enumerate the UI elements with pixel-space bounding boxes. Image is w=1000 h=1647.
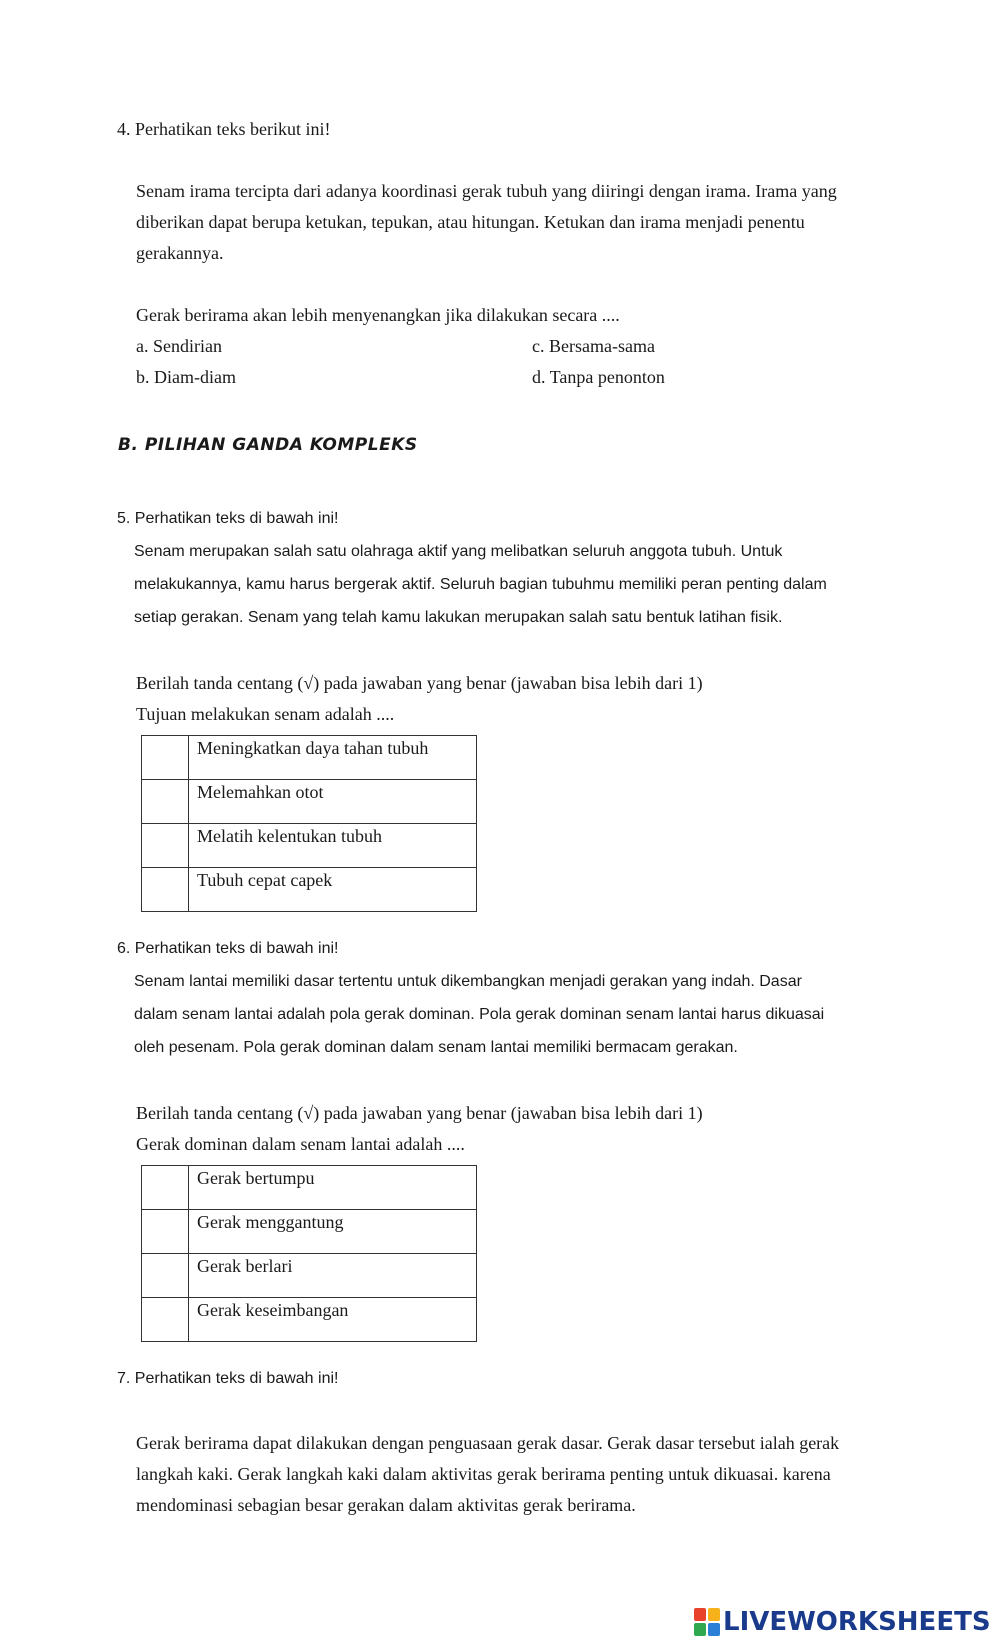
q5-option-1: Meningkatkan daya tahan tubuh [189,736,477,780]
q5-option-row[interactable] [142,780,477,824]
q5-option-3: Melatih kelentukan tubuh [189,824,477,868]
q6-option-1: Gerak bertumpu [189,1166,477,1210]
q5-option-row[interactable] [142,824,477,868]
q4-option-d[interactable]: d. Tanpa penonton [532,367,665,387]
q4-passage-line-2: diberikan dapat berupa ketukan, tepukan, atau hitungan. Ketukan dan irama menjadi penentu [136,212,805,232]
q7-passage-line-3: mendominasi sebagian besar gerakan dalam aktivitas gerak berirama. [136,1495,636,1515]
q5-checkbox-4[interactable] [142,868,189,912]
q4-passage-line-1: Senam irama tercipta dari adanya koordinasi gerak tubuh yang diiringi dengan irama. Irama yang [136,181,837,201]
q6-checkbox-1[interactable] [142,1166,189,1210]
logo-square-3 [694,1623,706,1636]
q5-checkbox-2[interactable] [142,780,189,824]
q6-option-row[interactable] [142,1254,477,1298]
logo-square-1 [694,1608,706,1621]
liveworksheets-logo[interactable] [694,1606,991,1638]
q6-option-row[interactable] [142,1298,477,1342]
q5-passage-line-1: Senam merupakan salah satu olahraga aktif yang melibatkan seluruh anggota tubuh. Untuk [134,543,783,560]
q5-question: Tujuan melakukan senam adalah .... [136,704,395,724]
q5-option-row[interactable] [142,736,477,780]
logo-square-4 [708,1623,720,1636]
liveworksheets-logo-icon [694,1608,720,1636]
q4-passage-line-3: gerakannya. [136,243,224,263]
q5-checkbox-1[interactable] [142,736,189,780]
q4-option-c[interactable]: c. Bersama-sama [532,336,655,356]
q5-passage-line-2: melakukannya, kamu harus bergerak aktif. Seluruh bagian tubuhmu memiliki peran penting dalam [134,576,827,593]
q6-checkbox-3[interactable] [142,1254,189,1298]
q4-option-b[interactable]: b. Diam-diam [136,367,236,387]
q6-passage-line-1: Senam lantai memiliki dasar tertentu untuk dikembangkan menjadi gerakan yang indah. Dasar [134,973,802,990]
q4-option-a[interactable]: a. Sendirian [136,336,222,356]
logo-square-2 [708,1608,720,1621]
q4-title: 4. Perhatikan teks berikut ini! [117,119,331,139]
q5-checkbox-table [141,735,477,912]
q6-passage-line-3: oleh pesenam. Pola gerak dominan dalam senam lantai memiliki bermacam gerakan. [134,1039,738,1056]
q5-passage-line-3: setiap gerakan. Senam yang telah kamu lakukan merupakan salah satu bentuk latihan fisik. [134,609,783,626]
q6-option-4: Gerak keseimbangan [189,1298,477,1342]
q7-passage-line-1: Gerak berirama dapat dilakukan dengan penguasaan gerak dasar. Gerak dasar tersebut ialah gerak [136,1433,840,1453]
q6-option-2: Gerak menggantung [189,1210,477,1254]
q5-option-2: Melemahkan otot [189,780,477,824]
q5-instruction: Berilah tanda centang (√) pada jawaban yang benar (jawaban bisa lebih dari 1) [136,673,703,693]
q6-passage-line-2: dalam senam lantai adalah pola gerak dominan. Pola gerak dominan senam lantai harus dikuasai [134,1006,825,1023]
q7-passage-line-2: langkah kaki. Gerak langkah kaki dalam aktivitas gerak berirama penting untuk dikuasai. karena [136,1464,831,1484]
q6-question: Gerak dominan dalam senam lantai adalah .... [136,1134,465,1154]
q7-title: 7. Perhatikan teks di bawah ini! [117,1370,339,1387]
q5-checkbox-3[interactable] [142,824,189,868]
q5-option-row[interactable] [142,868,477,912]
q5-option-4: Tubuh cepat capek [189,868,477,912]
q6-option-row[interactable] [142,1166,477,1210]
section-b-heading: B. PILIHAN GANDA KOMPLEKS [118,435,418,455]
q6-instruction: Berilah tanda centang (√) pada jawaban yang benar (jawaban bisa lebih dari 1) [136,1103,703,1123]
logo-text: LIVEWORKSHEETS [723,1607,991,1637]
q6-option-3: Gerak berlari [189,1254,477,1298]
q6-checkbox-4[interactable] [142,1298,189,1342]
q6-checkbox-table [141,1165,477,1342]
q6-checkbox-2[interactable] [142,1210,189,1254]
q4-question: Gerak berirama akan lebih menyenangkan jika dilakukan secara .... [136,305,620,325]
q6-title: 6. Perhatikan teks di bawah ini! [117,940,339,957]
q5-title: 5. Perhatikan teks di bawah ini! [117,510,339,527]
q6-option-row[interactable] [142,1210,477,1254]
